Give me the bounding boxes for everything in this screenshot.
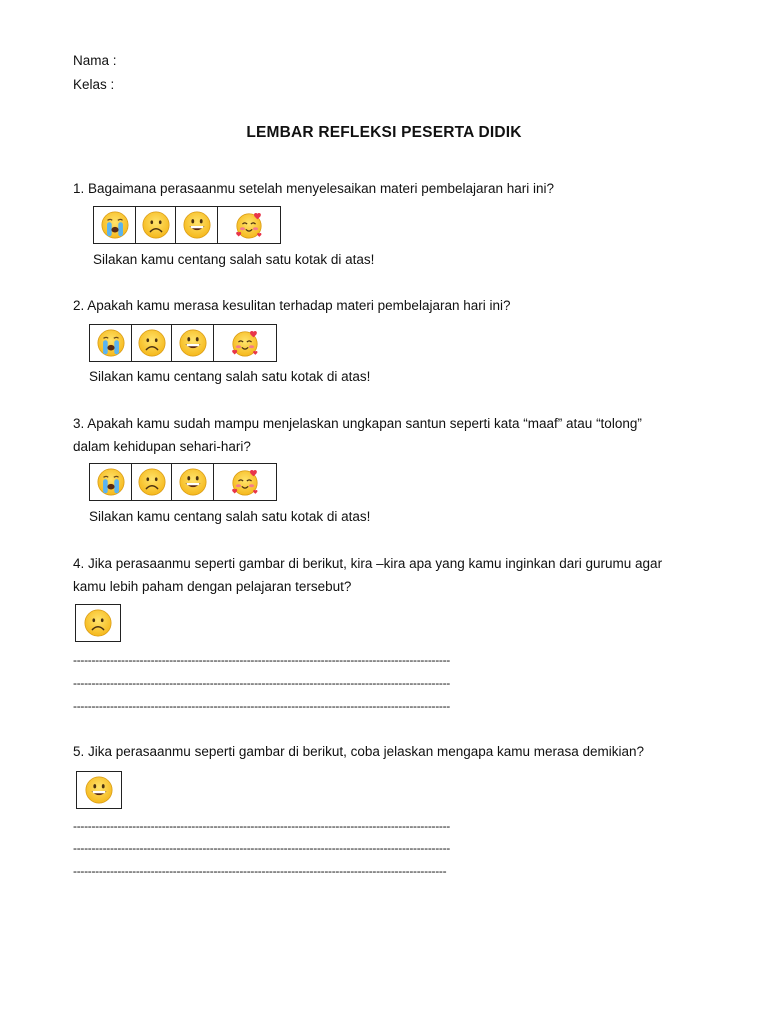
smiling-face-with-hearts-icon: [234, 210, 264, 240]
answer-line[interactable]: -----------------------------------------------------------------------------------------------------: [73, 864, 447, 878]
grinning-face-icon: [84, 775, 114, 805]
grinning-face-icon: [178, 328, 208, 358]
sad-face-icon: [141, 210, 171, 240]
question-1-text: 1. Bagaimana perasaanmu setelah menyelesaikan materi pembelajaran hari ini?: [73, 181, 555, 196]
option-smiling-hearts[interactable]: [218, 207, 280, 243]
question-3-text-line-1: 3. Apakah kamu sudah mampu menjelaskan ungkapan santun seperti kata “maaf” atau “tolong”: [73, 416, 642, 431]
crying-face-icon: [96, 467, 126, 497]
option-sad[interactable]: [132, 464, 172, 500]
option-smiling-hearts[interactable]: [214, 464, 276, 500]
question-3-options: [89, 463, 277, 501]
option-grinning[interactable]: [176, 207, 218, 243]
question-4-emoji-box: [75, 604, 121, 642]
question-1-instruction: Silakan kamu centang salah satu kotak di atas!: [93, 252, 375, 267]
answer-line[interactable]: ------------------------------------------------------------------------------------------------------: [73, 653, 451, 667]
option-grinning[interactable]: [172, 464, 214, 500]
option-smiling-hearts[interactable]: [214, 325, 276, 361]
grinning-face-icon: [182, 210, 212, 240]
option-crying[interactable]: [90, 325, 132, 361]
smiling-face-with-hearts-icon: [230, 328, 260, 358]
question-2-options: [89, 324, 277, 362]
option-grinning[interactable]: [172, 325, 214, 361]
answer-line[interactable]: ------------------------------------------------------------------------------------------------------: [73, 819, 451, 833]
question-1-options: [93, 206, 281, 244]
question-2-text: 2. Apakah kamu merasa kesulitan terhadap materi pembelajaran hari ini?: [73, 298, 511, 313]
option-sad[interactable]: [132, 325, 172, 361]
answer-line[interactable]: ------------------------------------------------------------------------------------------------------: [73, 841, 451, 855]
answer-line[interactable]: ------------------------------------------------------------------------------------------------------: [73, 676, 451, 690]
sad-face-icon: [137, 467, 167, 497]
nama-label: Nama :: [73, 53, 117, 68]
question-2-instruction: Silakan kamu centang salah satu kotak di atas!: [89, 369, 371, 384]
option-crying[interactable]: [90, 464, 132, 500]
sad-face-icon: [83, 608, 113, 638]
crying-face-icon: [100, 210, 130, 240]
answer-line[interactable]: ------------------------------------------------------------------------------------------------------: [73, 699, 451, 713]
grinning-face-icon: [178, 467, 208, 497]
sad-face-icon: [137, 328, 167, 358]
question-3-text-line-2: dalam kehidupan sehari-hari?: [73, 439, 251, 454]
option-sad[interactable]: [136, 207, 176, 243]
question-3-instruction: Silakan kamu centang salah satu kotak di atas!: [89, 509, 371, 524]
kelas-label: Kelas :: [73, 77, 115, 92]
page-title: LEMBAR REFLEKSI PESERTA DIDIK: [246, 124, 522, 141]
option-crying[interactable]: [94, 207, 136, 243]
question-5-text: 5. Jika perasaanmu seperti gambar di berikut, coba jelaskan mengapa kamu merasa demikian?: [73, 744, 645, 759]
smiling-face-with-hearts-icon: [230, 467, 260, 497]
question-4-text-line-1: 4. Jika perasaanmu seperti gambar di berikut, kira –kira apa yang kamu inginkan dari gurumu agar: [73, 556, 663, 571]
question-5-emoji-box: [76, 771, 122, 809]
question-4-text-line-2: kamu lebih paham dengan pelajaran tersebut?: [73, 579, 352, 594]
crying-face-icon: [96, 328, 126, 358]
